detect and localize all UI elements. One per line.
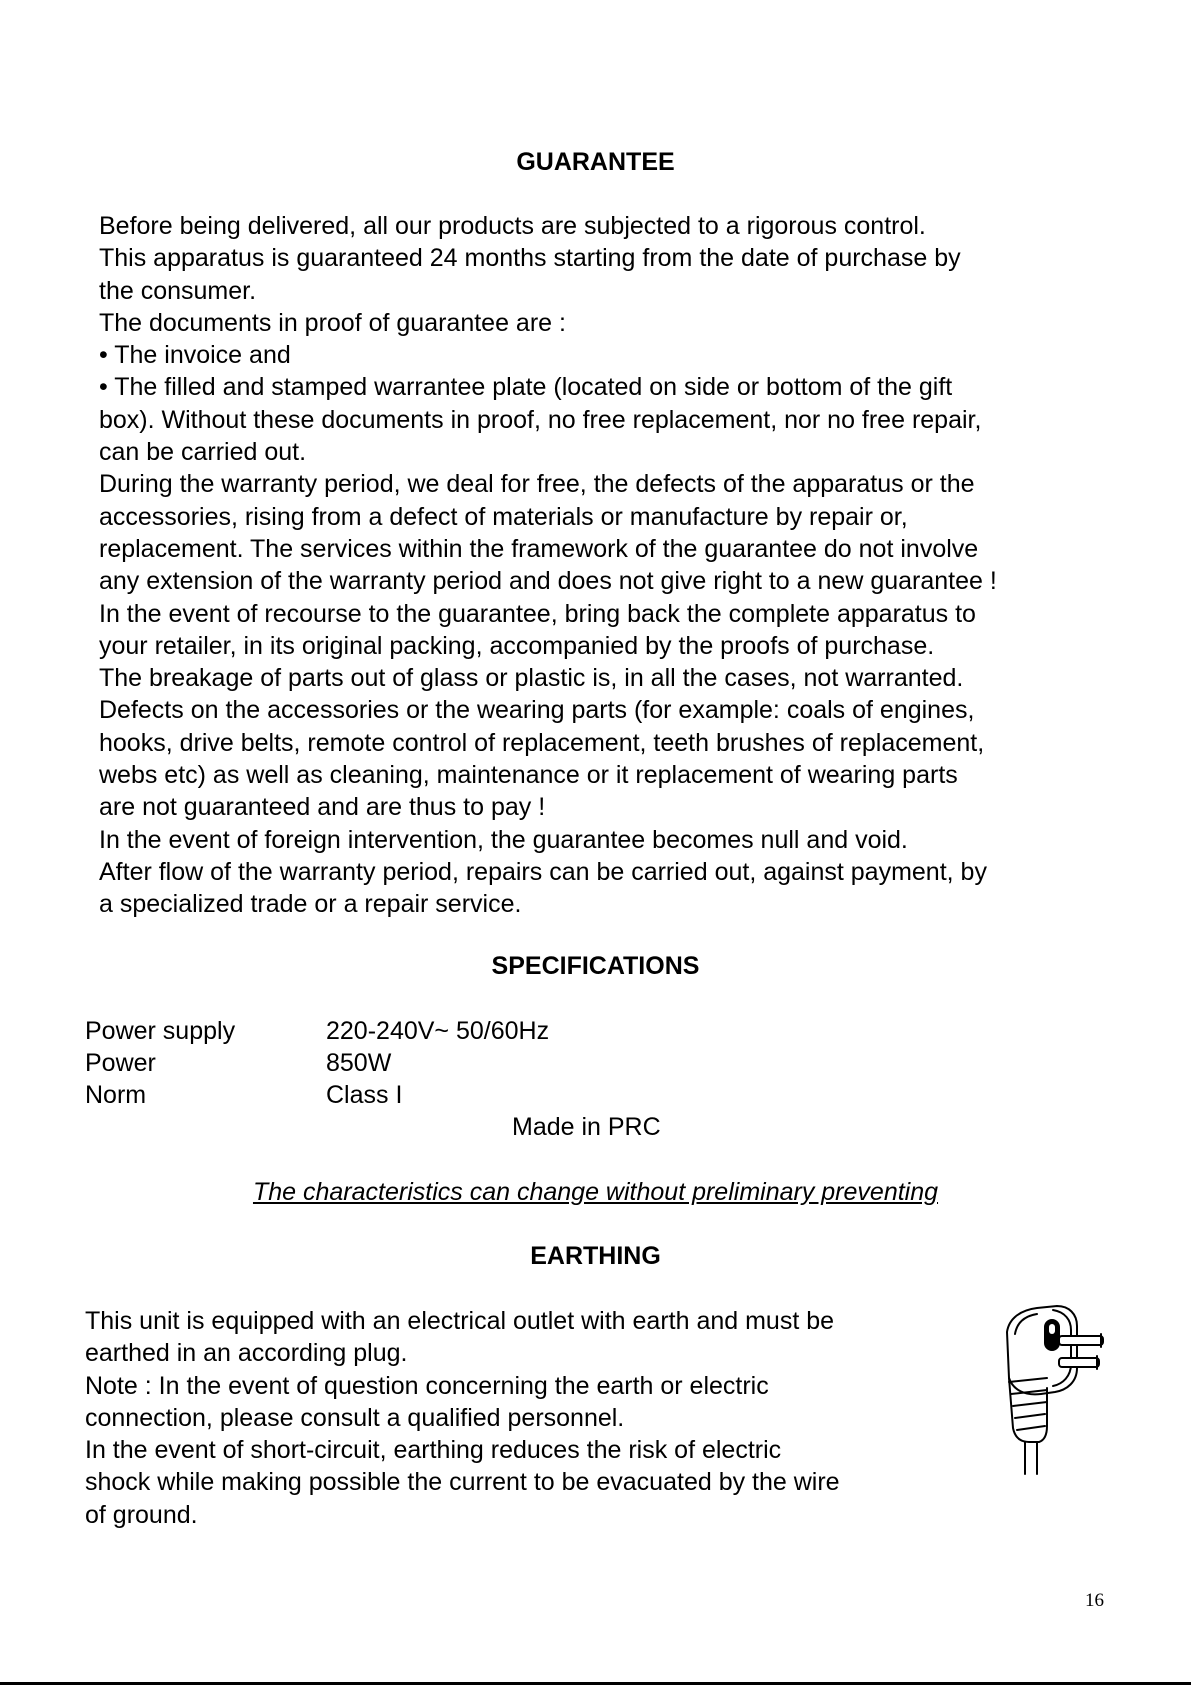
guarantee-line: After flow of the warranty period, repairs can be carried out, against payment, by — [99, 857, 987, 886]
spec-value: 850W — [326, 1049, 392, 1077]
spec-value: 220-240V~ 50/60Hz — [326, 1017, 550, 1045]
earthing-line: of ground. — [85, 1500, 198, 1529]
guarantee-line: your retailer, in its original packing, accompanied by the proofs of purchase. — [99, 631, 935, 660]
guarantee-line: can be carried out. — [99, 438, 307, 467]
earthing-line: In the event of short-circuit, earthing reduces the risk of electric — [85, 1436, 782, 1465]
guarantee-line: a specialized trade or a repair service. — [99, 890, 522, 919]
guarantee-bullet-line: • The invoice and — [99, 341, 291, 370]
earthing-line: This unit is equipped with an electrical outlet with earth and must be — [85, 1307, 835, 1335]
guarantee-line: The documents in proof of guarantee are : — [99, 308, 566, 337]
guarantee-line: Before being delivered, all our products are subjected to a rigorous control. — [99, 212, 926, 240]
spec-value: Class I — [326, 1081, 403, 1109]
guarantee-line: hooks, drive belts, remote control of replacement, teeth brushes of replacement, — [99, 728, 985, 757]
earthing-line: earthed in an according plug. — [85, 1339, 408, 1368]
guarantee-line: During the warranty period, we deal for free, the defects of the apparatus or the — [99, 470, 975, 499]
guarantee-line: replacement. The services within the framework of the guarantee do not involve — [99, 534, 979, 563]
plug-icon — [985, 1298, 1125, 1478]
guarantee-line: This apparatus is guaranteed 24 months starting from the date of purchase by — [99, 244, 961, 273]
guarantee-heading: GUARANTEE — [516, 148, 675, 176]
earthing-line: Note : In the event of question concerning the earth or electric — [85, 1371, 769, 1400]
made-in-text: Made in PRC — [512, 1113, 661, 1141]
characteristics-note: The characteristics can change without preliminary preventing — [252, 1178, 939, 1206]
specifications-heading: SPECIFICATIONS — [491, 952, 700, 980]
guarantee-line: any extension of the warranty period and does not give right to a new guarantee ! — [99, 567, 997, 596]
guarantee-text — [99, 210, 997, 921]
guarantee-line: The breakage of parts out of glass or plastic is, in all the cases, not warranted. — [99, 664, 964, 693]
spec-label: Norm — [85, 1081, 147, 1109]
earthing-line: connection, please consult a qualified personnel. — [85, 1403, 625, 1432]
spec-label: Power — [85, 1049, 156, 1077]
guarantee-line: webs etc) as well as cleaning, maintenance or it replacement of wearing parts — [99, 761, 958, 790]
guarantee-line: In the event of recourse to the guarantee, bring back the complete apparatus to — [99, 599, 976, 628]
earthing-heading: EARTHING — [530, 1242, 661, 1270]
page-number: 16 — [1085, 1590, 1104, 1611]
guarantee-line: In the event of foreign intervention, the guarantee becomes null and void. — [99, 825, 908, 854]
guarantee-bullet-line: • The filled and stamped warrantee plate (located on side or bottom of the gift — [99, 373, 953, 402]
earthing-line: shock while making possible the current to be evacuated by the wire — [85, 1468, 840, 1497]
guarantee-line: the consumer. — [99, 276, 257, 305]
guarantee-line: are not guaranteed and are thus to pay ! — [99, 793, 546, 822]
guarantee-line: Defects on the accessories or the wearing parts (for example: coals of engines, — [99, 696, 975, 725]
spec-label: Power supply — [85, 1017, 236, 1045]
guarantee-line: accessories, rising from a defect of materials or manufacture by repair or, — [99, 502, 908, 531]
guarantee-line: box). Without these documents in proof, no free replacement, nor no free repair, — [99, 405, 982, 434]
earthing-text — [85, 1305, 840, 1531]
